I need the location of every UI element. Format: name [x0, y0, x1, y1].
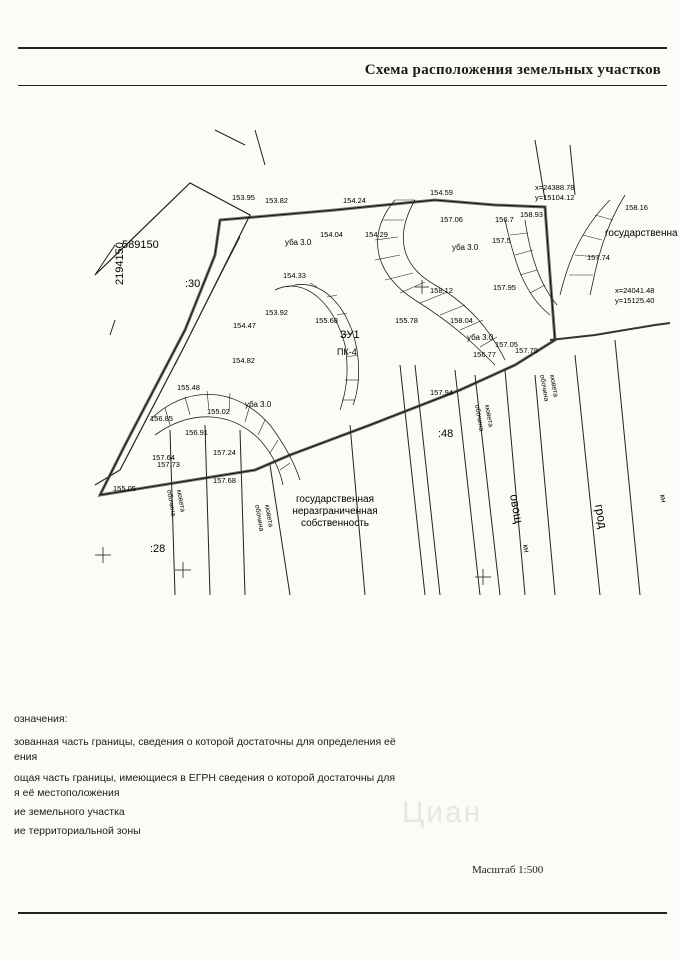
- legend-line: ощая часть границы, имеющиеся в ЕГРН сведения о которой достаточны для: [14, 772, 396, 784]
- elevation-label: 157.79: [515, 346, 538, 355]
- elevation-label: 155.78: [395, 316, 418, 325]
- scale-label: Масштаб 1:500: [472, 864, 544, 876]
- ditch-label: обочина: [253, 504, 265, 532]
- ditch-label: кювета: [175, 489, 186, 513]
- ditch-label: обочина: [165, 489, 177, 517]
- relief-label: уба 3.0: [452, 243, 479, 252]
- elevation-label: 153.95: [232, 193, 255, 202]
- elevation-label: 158.93: [520, 210, 543, 219]
- plot-label-right: :48: [438, 428, 454, 440]
- elevation-label: 154.33: [283, 271, 306, 280]
- coord-right: x=24041.48: [615, 286, 655, 295]
- coord-label-y: 589150: [122, 239, 159, 251]
- road-label: кн: [658, 493, 669, 504]
- coord-right: x=24388.78: [535, 183, 575, 192]
- elevation-label: 157.94: [430, 388, 453, 397]
- plot-label-main: ЗУ1: [340, 329, 360, 341]
- elevation-label: 154.04: [320, 230, 343, 239]
- plot-label-bottom-left: :28: [150, 543, 166, 555]
- road-label: грод: [592, 503, 611, 530]
- elevation-label: 157.05: [495, 340, 518, 349]
- ditch-label: кювета: [548, 374, 559, 398]
- page-title: Схема расположения земельных участков: [364, 62, 661, 78]
- elevation-label: 153.92: [265, 308, 288, 317]
- relief-label: уба 3.0: [467, 333, 494, 342]
- elevation-label: 154.82: [232, 356, 255, 365]
- ditch-label: кювета: [263, 504, 274, 528]
- legend-line: ения: [14, 751, 38, 763]
- ditch-label: обочина: [538, 374, 550, 402]
- watermark: Циан: [402, 796, 483, 829]
- elevation-label: 155.48: [177, 383, 200, 392]
- road-label: овощ: [507, 493, 526, 525]
- coord-right: y=15125.40: [615, 296, 655, 305]
- elevation-label: 155.68: [315, 316, 338, 325]
- elevation-label: 157.73: [157, 460, 180, 469]
- elevation-label: 156.7: [495, 215, 514, 224]
- legend-line: зованная часть границы, сведения о которой достаточны для определения её: [14, 736, 396, 748]
- ditch-label: кювета: [483, 404, 494, 428]
- cadastral-map: [95, 125, 678, 605]
- elevation-label: 157.64: [152, 453, 175, 462]
- elevation-label: 157.06: [440, 215, 463, 224]
- elevation-label: 153.82: [265, 196, 288, 205]
- zone-label-2: неразграниченная: [292, 506, 378, 517]
- road-label: кн: [521, 543, 532, 554]
- ditch-label: обочина: [473, 404, 485, 432]
- plot-label-left: :30: [185, 278, 201, 290]
- elevation-label: 154.59: [430, 188, 453, 197]
- elevation-label: 156.77: [473, 350, 496, 359]
- relief-label: уба 3.0: [285, 238, 312, 247]
- elevation-label: 156.85: [150, 414, 173, 423]
- elevation-label: 154.29: [365, 230, 388, 239]
- top-rule: [18, 47, 667, 49]
- elevation-label: 155.02: [207, 407, 230, 416]
- elevation-label: 156.91: [185, 428, 208, 437]
- elevation-label: 158.16: [625, 203, 648, 212]
- relief-label: уба 3.0: [245, 400, 272, 409]
- elevation-label: 154.24: [343, 196, 366, 205]
- elevation-label: 154.47: [233, 321, 256, 330]
- state-label-right: государственна: [605, 228, 678, 239]
- legend-line: я её местоположения: [14, 787, 120, 799]
- coord-right: y=15104.12: [535, 193, 575, 202]
- zone-label-3: собственность: [300, 518, 370, 529]
- elevation-label: 157.74: [587, 253, 610, 262]
- elevation-label: 157.5: [492, 236, 511, 245]
- elevation-label: 158.04: [450, 316, 473, 325]
- legend-heading: означения:: [14, 713, 68, 725]
- title-underline: [18, 85, 667, 86]
- coord-label-x: 2194150: [114, 242, 126, 285]
- plot-label-sub: ПК-4: [337, 347, 357, 357]
- elevation-label: 157.95: [493, 283, 516, 292]
- elevation-label: 157.68: [213, 476, 236, 485]
- legend: [14, 712, 396, 839]
- elevation-label: 158.12: [430, 286, 453, 295]
- elevation-label: 157.24: [213, 448, 236, 457]
- legend-line: ие территориальной зоны: [14, 825, 141, 837]
- elevation-label: 155.05: [113, 484, 136, 493]
- legend-line: ие земельного участка: [14, 806, 125, 818]
- bottom-rule: [18, 912, 667, 914]
- zone-label-1: государственная: [296, 494, 374, 505]
